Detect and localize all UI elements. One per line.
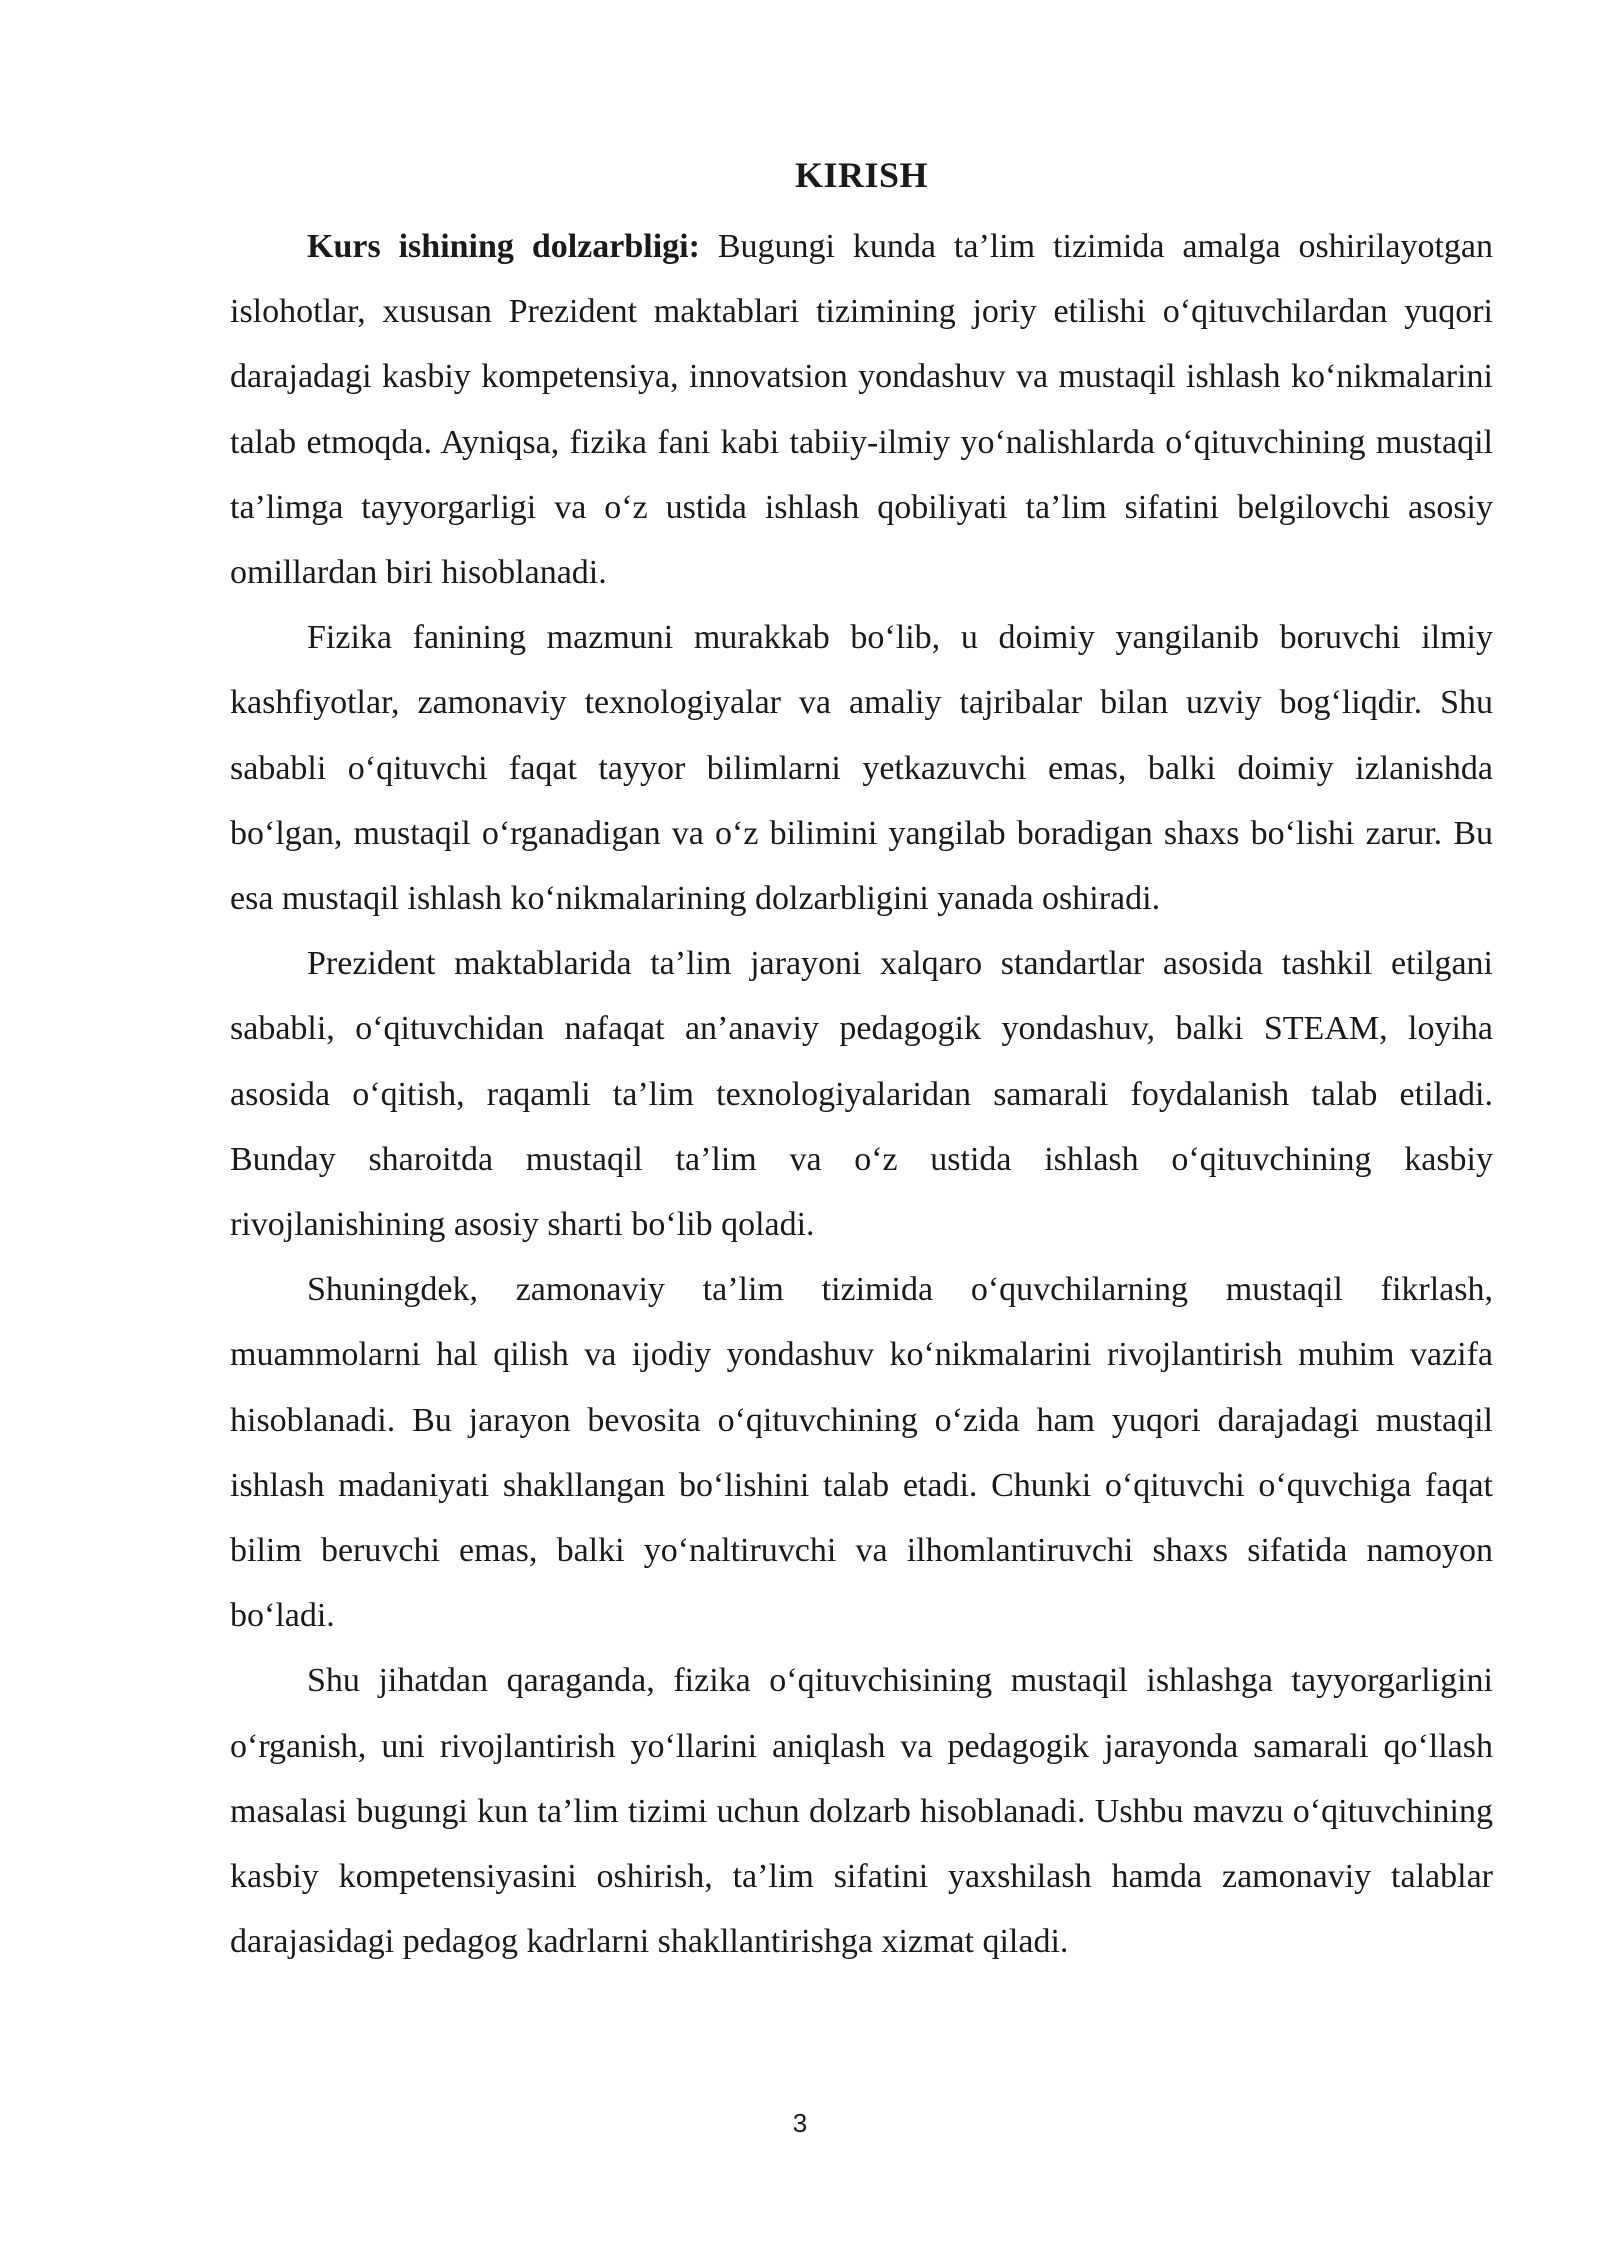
- page-body: [230, 148, 1493, 1974]
- section-heading: KIRISH: [794, 155, 929, 195]
- paragraph-text: Bugungi kunda ta’lim tizimida amalga oshirilayotgan islohotlar, xususan Prezident maktablari tizimining joriy etilishi o‘qituvchilardan yuqori darajadagi kasbiy kompetensiya, innovatsion yondashuv va mustaqil ishlash ko‘nikmalarini talab etmoqda. Ayniqsa, fizika fani kabi tabiiy-ilmiy yo‘nalishlarda o‘qituvchining mustaqil ta’limga tayyorgarligi va o‘z ustida ishlash qobiliyati ta’lim sifatini belgilovchi asosiy omillardan biri hisoblanadi.: [230, 228, 1493, 592]
- paragraph: Shu jihatdan qaraganda, fizika o‘qituvchisining mustaqil ishlashga tayyorgarligini o‘rganish, uni rivojlantirish yo‘llarini aniqlash va pedagogik jarayonda samarali qo‘llash masalasi bugungi kun ta’lim tizimi uchun dolzarb hisoblanadi. Ushbu mavzu o‘qituvchining kasbiy kompetensiyasini oshirish, ta’lim sifatini yaxshilash hamda zamonaviy talablar darajasidagi pedagog kadrlarni shakllantirishga xizmat qiladi.: [230, 1662, 1493, 1961]
- paragraph: Shuningdek, zamonaviy ta’lim tizimida o‘quvchilarning mustaqil fikrlash, muammolarni hal qilish va ijodiy yondashuv ko‘nikmalarini rivojlantirish muhim vazifa hisoblanadi. Bu jarayon bevosita o‘qituvchining o‘zida ham yuqori darajadagi mustaqil ishlash madaniyati shakllangan bo‘lishini talab etadi. Chunki o‘qituvchi o‘quvchiga faqat bilim beruvchi emas, balki yo‘naltiruvchi va ilhomlantiruvchi shaxs sifatida namoyon bo‘ladi.: [230, 1271, 1493, 1635]
- page-number: 3: [792, 2108, 808, 2138]
- paragraph-lead: Kurs ishining dolzarbligi:: [307, 228, 700, 265]
- paragraph: Prezident maktablarida ta’lim jarayoni xalqaro standartlar asosida tashkil etilgani sababli, o‘qituvchidan nafaqat an’anaviy pedagogik yondashuv, balki STEAM, loyiha asosida o‘qitish, raqamli ta’lim texnologiyalaridan samarali foydalanish talab etiladi. Bunday sharoitda mustaqil ta’lim va o‘z ustida ishlash o‘qituvchining kasbiy rivojlanishining asosiy sharti bo‘lib qoladi.: [230, 945, 1493, 1244]
- paragraph: Fizika fanining mazmuni murakkab bo‘lib, u doimiy yangilanib boruvchi ilmiy kashfiyotlar, zamonaviy texnologiyalar va amaliy tajribalar bilan uzviy bog‘liqdir. Shu sababli o‘qituvchi faqat tayyor bilimlarni yetkazuvchi emas, balki doimiy izlanishda bo‘lgan, mustaqil o‘rganadigan va o‘z bilimini yangilab boradigan shaxs bo‘lishi zarur. Bu esa mustaqil ishlash ko‘nikmalarining dolzarbligini yanada oshiradi.: [230, 619, 1493, 918]
- paragraph-relevance: [230, 214, 1493, 605]
